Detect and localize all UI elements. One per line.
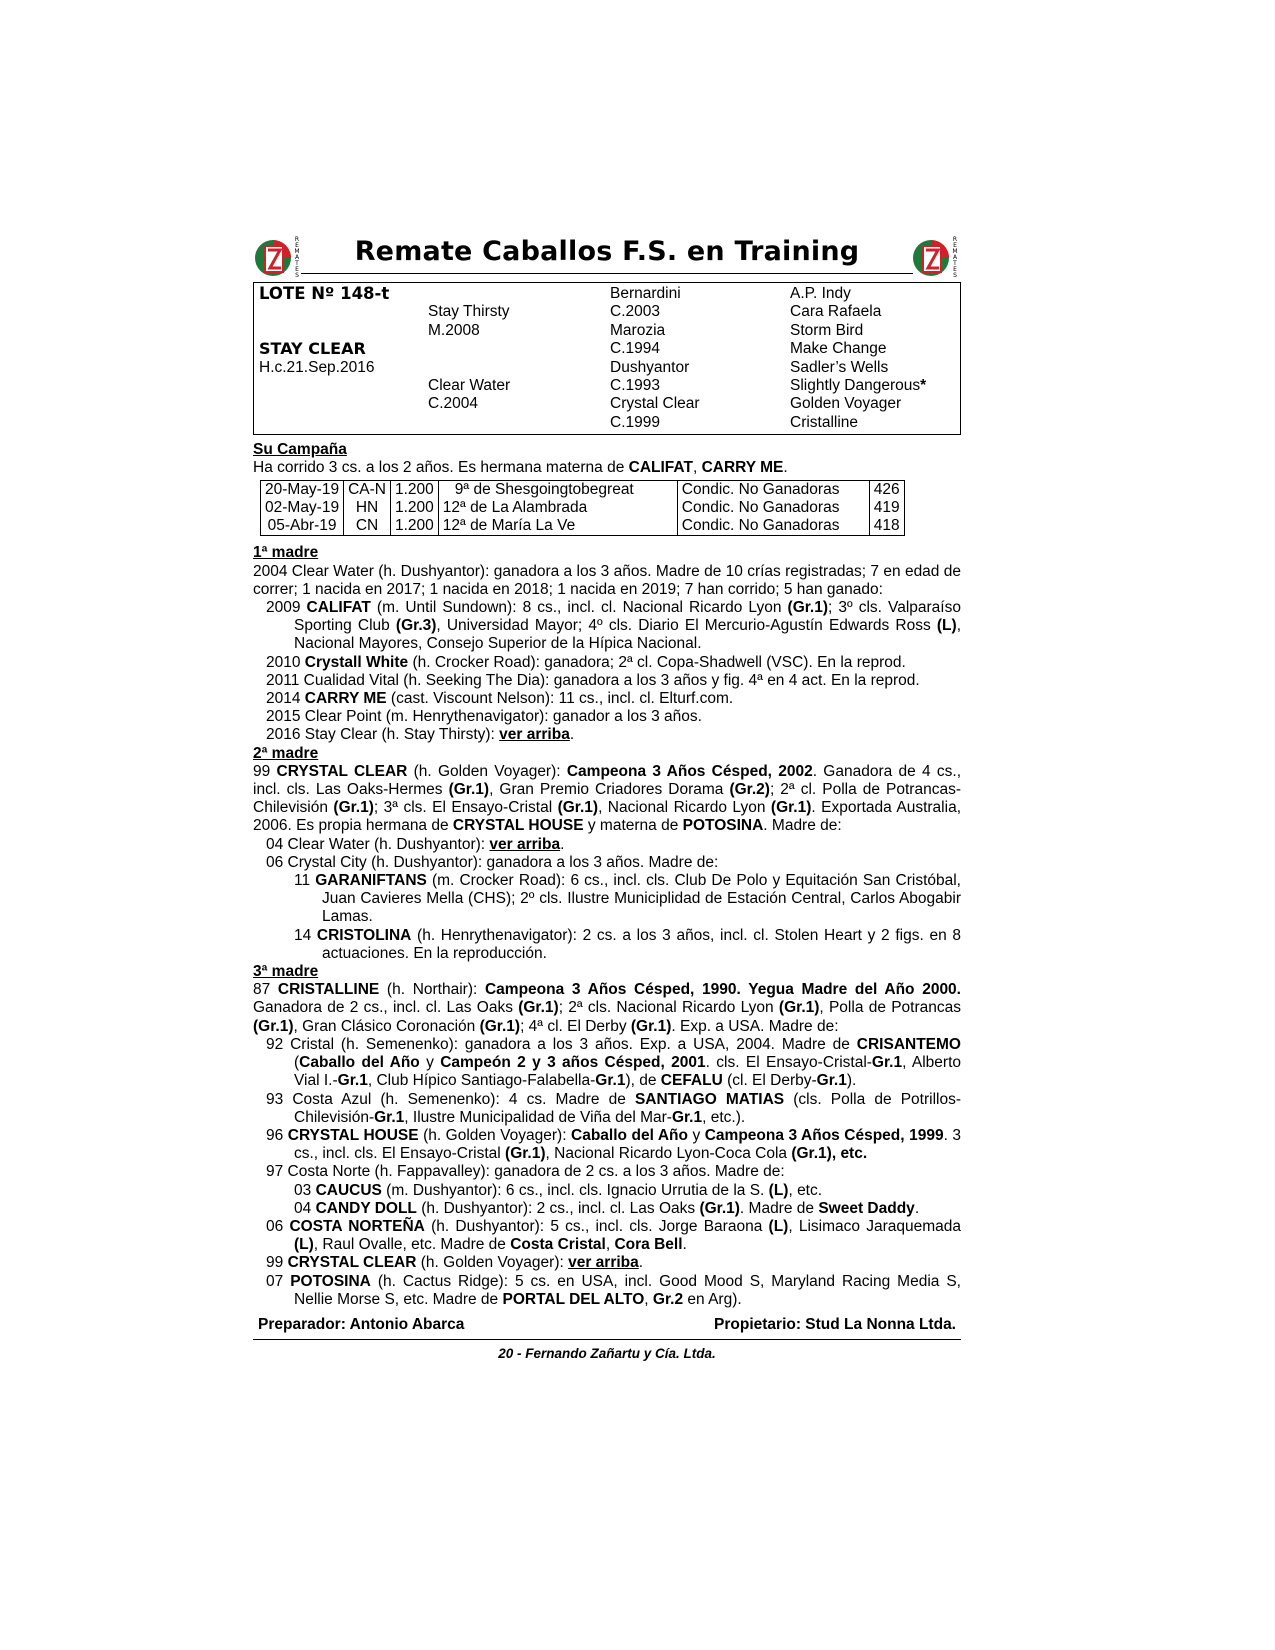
dam-info: C.2004: [428, 395, 478, 413]
page-title: Remate Caballos F.S. en Training: [354, 236, 860, 267]
great-grandparent: Golden Voyager: [790, 395, 902, 413]
svg-text:E: E: [953, 242, 957, 249]
trainer-label: Preparador: Antonio Abarca: [258, 1315, 465, 1333]
produce-entry: 99 CRYSTAL CLEAR (h. Golden Voyager): ver arriba.: [266, 1254, 644, 1272]
grandparent-name: Bernardini: [610, 285, 681, 302]
svg-text:E: E: [953, 266, 957, 273]
table-row: 02-May-19 HN 1.200 12ª de La Alambrada Condic. No Ganadoras 419: [261, 499, 905, 517]
grandparent-info: C.2003: [610, 303, 660, 321]
svg-text:T: T: [953, 260, 957, 267]
first-dam-intro: 2004 Clear Water (h. Dushyantor): ganadora a los 3 años. Madre de 10 crías registradas; 7 en edad de correr; 1 nacida en 2017; 1 nacida en 2018; 1 nacida en 2019; 7 han corrido; 5 han ganado:: [253, 562, 961, 598]
second-dam-heading: 2ª madre: [253, 744, 319, 762]
produce-entry: 92 Cristal (h. Semenenko): ganadora a los 3 años. Exp. a USA, 2004. Madre de CRISANTEMO (Caballo del Año y Campeón 2 y 3 años Césped, 2001. cls. El Ensayo-Cristal-Gr.1, Alberto Vial I.-Gr.1, Club Hípico Santiago-Falabella-Gr.1), de CEFALU (cl. El Derby-Gr.1).: [266, 1035, 961, 1090]
produce-entry: 04 CANDY DOLL (h. Dushyantor): 2 cs., incl. cl. Las Oaks (Gr.1). Madre de Sweet Daddy.: [294, 1199, 920, 1217]
first-dam-heading: 1ª madre: [253, 544, 319, 562]
svg-text:M: M: [294, 248, 300, 255]
produce-entry: 11 GARANIFTANS (m. Crocker Road): 6 cs., incl. cls. Club De Polo y Equitación San Cristóbal, Juan Cavieres Mella (CHS); 2º cls. Ilustre Municiplidad de Estación Central, Carlos Abogabir Lamas.: [294, 872, 961, 926]
pedigree-box: [253, 282, 961, 435]
svg-text:E: E: [295, 266, 299, 273]
produce-entry: 2010 Crystall White (h. Crocker Road): ganadora; 2ª cl. Copa-Shadwell (VSC). En la reprod.: [266, 653, 906, 671]
pedigree-col-great-grandparents: [790, 285, 960, 432]
produce-entry: 03 CAUCUS (m. Dushyantor): 6 cs., incl. cls. Ignacio Urrutia de la S. (L), etc.: [294, 1181, 823, 1199]
page-footer: 20 - Fernando Zañartu y Cía. Ltda.: [498, 1345, 716, 1361]
second-dam-text: 99 CRYSTAL CLEAR (h. Golden Voyager): Campeona 3 Años Césped, 2002. Ganadora de 4 cs., incl. cls. Las Oaks-Hermes (Gr.1), Gran Premio Criadores Dorama (Gr.2); 2ª cl. Polla de Potrancas-Chilevisión (Gr.1); 3ª cls. El Ensayo-Cristal (Gr.1), Nacional Ricardo Lyon (Gr.1). Exportada Australia, 2006. Es propia hermana de CRYSTAL HOUSE y materna de POTOSINA. Madre de:: [253, 762, 961, 835]
remates-logo-icon: [911, 232, 961, 280]
produce-entry: 96 CRYSTAL HOUSE (h. Golden Voyager): Caballo del Año y Campeona 3 Años Césped, 1999. 3 cs., incl. cls. El Ensayo-Cristal (Gr.1), Nacional Ricardo Lyon-Coca Cola (Gr.1), etc.: [266, 1126, 962, 1163]
produce-entry: 2009 CALIFAT (m. Until Sundown): 8 cs., incl. cl. Nacional Ricardo Lyon (Gr.1); 3º cls. Valparaíso Sporting Club (Gr.3), Universidad Mayor; 4º cls. Diario El Mercurio-Agustín Edwards Ross (L), Nacional Mayores, Consejo Superior de la Hípica Nacional.: [266, 599, 961, 653]
produce-entry: 2016 Stay Clear (h. Stay Thirsty): ver arriba.: [266, 726, 575, 744]
table-row: 20-May-19 CA-N 1.200 9ª de Shesgoingtobegreat Condic. No Ganadoras 426: [261, 481, 905, 500]
produce-entry: 06 Crystal City (h. Dushyantor): ganadora a los 3 años. Madre de:: [266, 853, 719, 871]
horse-name: STAY CLEAR: [259, 339, 366, 359]
trainer-owner-row: [253, 1313, 961, 1335]
svg-text:S: S: [953, 272, 957, 279]
remates-logo-icon: [253, 232, 303, 280]
campaign-heading: Su Campaña: [253, 441, 347, 458]
great-grandparent: Cristalline: [790, 413, 859, 431]
sire-name: Stay Thirsty: [428, 303, 510, 321]
grandparent-name: Marozia: [610, 321, 666, 339]
table-row: 05-Abr-19 CN 1.200 12ª de María La Ve Condic. No Ganadoras 418: [261, 517, 905, 536]
grandparent-name: Crystal Clear: [610, 395, 700, 413]
owner-label: Propietario: Stud La Nonna Ltda.: [714, 1315, 956, 1333]
sire-info: M.2008: [428, 321, 480, 339]
svg-text:E: E: [295, 242, 299, 249]
svg-text:M: M: [952, 248, 958, 255]
great-grandparent: Storm Bird: [790, 321, 864, 339]
svg-text:S: S: [295, 272, 299, 279]
great-grandparent: Sadler’s Wells: [790, 358, 889, 376]
svg-text:A: A: [294, 254, 300, 261]
footer-rule: [253, 1339, 961, 1340]
svg-text:R: R: [294, 236, 300, 243]
third-dam-text: 87 CRISTALLINE (h. Northair): Campeona 3 Años Césped, 1990. Yegua Madre del Año 2000. Ganadora de 2 cs., incl. cl. Las Oaks (Gr.1); 2ª cls. Nacional Ricardo Lyon (Gr.1), Polla de Potrancas (Gr.1), Gran Clásico Coronación (Gr.1); 4ª cl. El Derby (Gr.1). Exp. a USA. Madre de:: [253, 981, 961, 1035]
produce-entry: 2015 Clear Point (m. Henrythenavigator): ganador a los 3 años.: [266, 708, 702, 726]
great-grandparent: A.P. Indy: [790, 285, 851, 302]
catalog-page: [253, 232, 961, 1361]
great-grandparent: Make Change: [790, 340, 887, 358]
great-grandparent: Cara Rafaela: [790, 303, 882, 321]
race-table: [260, 480, 905, 536]
campaign-text: Ha corrido 3 cs. a los 2 años. Es hermana materna de CALIFAT, CARRY ME.: [253, 459, 788, 477]
title-rule: [301, 273, 913, 274]
pedigree-col-parents: [428, 285, 598, 414]
great-grandparent: Slightly Dangerous*: [790, 377, 927, 395]
svg-text:A: A: [952, 254, 958, 261]
pedigree-col-grandparents: [610, 285, 780, 432]
first-dam-section: [253, 544, 961, 744]
produce-entry: 2014 CARRY ME (cast. Viscount Nelson): 11 cs., incl. cl. Elturf.com.: [266, 690, 734, 708]
pedigree-col-horse: [259, 285, 419, 377]
dam-name: Clear Water: [428, 377, 511, 395]
grandparent-info: C.1993: [610, 377, 660, 395]
produce-entry: 14 CRISTOLINA (h. Henrythenavigator): 2 cs. a los 3 años, incl. cl. Stolen Heart y 2 figs. en 8 actuaciones. En la reproducción.: [294, 926, 961, 962]
third-dam-section: [253, 963, 961, 1309]
produce-entry: 93 Costa Azul (h. Semenenko): 4 cs. Madre de SANTIAGO MATIAS (cls. Polla de Potrillos-Chilevisión-Gr.1, Ilustre Municipalidad de Viña del Mar-Gr.1, etc.).: [266, 1090, 962, 1126]
second-dam-section: [253, 745, 961, 963]
svg-text:T: T: [295, 260, 299, 267]
produce-entry: 04 Clear Water (h. Dushyantor): ver arriba.: [266, 835, 565, 853]
star-mark: *: [920, 377, 927, 395]
grandparent-info: C.1999: [610, 413, 660, 431]
lot-number: LOTE Nº 148-t: [259, 284, 390, 303]
produce-entry: 97 Costa Norte (h. Fappavalley): ganadora de 2 cs. a los 3 años. Madre de:: [266, 1163, 785, 1181]
produce-entry: 06 COSTA NORTEÑA (h. Dushyantor): 5 cs., incl. cls. Jorge Baraona (L), Lisimaco Jaraquemada (L), Raul Ovalle, etc. Madre de Costa Cristal, Cora Bell.: [266, 1217, 962, 1254]
campaign-section: [253, 441, 961, 536]
horse-info: H.c.21.Sep.2016: [259, 358, 375, 376]
grandparent-name: Dushyantor: [610, 358, 690, 376]
produce-entry: 2011 Cualidad Vital (h. Seeking The Dia): ganadora a los 3 años y fig. 4ª en 4 act. En la reprod.: [266, 671, 920, 689]
page-header: [253, 232, 961, 280]
svg-text:R: R: [952, 236, 958, 243]
third-dam-heading: 3ª madre: [253, 963, 319, 981]
grandparent-info: C.1994: [610, 340, 660, 358]
produce-entry: 07 POTOSINA (h. Cactus Ridge): 5 cs. en USA, incl. Good Mood S, Maryland Racing Media S, Nellie Morse S, etc. Madre de PORTAL DEL ALTO, Gr.2 en Arg).: [266, 1272, 961, 1308]
